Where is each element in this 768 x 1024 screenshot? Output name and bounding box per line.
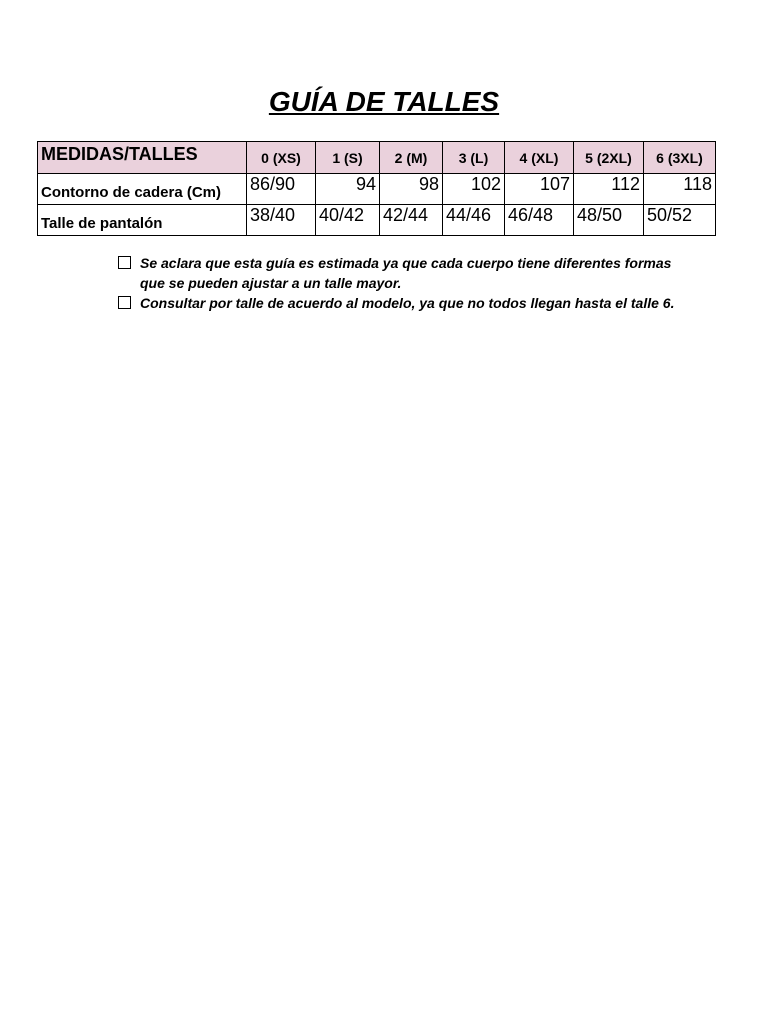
row-label-hip: Contorno de cadera (Cm) — [38, 174, 247, 205]
header-cell-size-5: 5 (2XL) — [574, 142, 644, 174]
header-cell-size-4: 4 (XL) — [505, 142, 574, 174]
list-item — [118, 293, 678, 313]
table-cell: 38/40 — [247, 205, 316, 236]
table-cell: 42/44 — [380, 205, 443, 236]
list-item — [118, 253, 678, 293]
header-cell-measures: MEDIDAS/TALLES — [38, 142, 247, 174]
header-cell-size-6: 6 (3XL) — [644, 142, 716, 174]
table-cell: 118 — [644, 174, 716, 205]
row-label-pants: Talle de pantalón — [38, 205, 247, 236]
table-cell: 46/48 — [505, 205, 574, 236]
table-cell: 94 — [316, 174, 380, 205]
size-guide-table — [37, 141, 716, 236]
header-cell-size-2: 2 (M) — [380, 142, 443, 174]
table-header-row — [38, 142, 716, 174]
checkbox-bullet-icon — [118, 256, 131, 269]
page-title: GUÍA DE TALLES — [268, 86, 500, 117]
table-cell: 44/46 — [443, 205, 505, 236]
table-cell: 112 — [574, 174, 644, 205]
table-cell: 86/90 — [247, 174, 316, 205]
header-cell-size-1: 1 (S) — [316, 142, 380, 174]
header-cell-size-0: 0 (XS) — [247, 142, 316, 174]
table-cell: 107 — [505, 174, 574, 205]
table-cell: 102 — [443, 174, 505, 205]
table-cell: 48/50 — [574, 205, 644, 236]
notes-list — [118, 253, 678, 313]
table-cell: 50/52 — [644, 205, 716, 236]
table-cell: 98 — [380, 174, 443, 205]
note-text: Consultar por talle de acuerdo al modelo, ya que no todos llegan hasta el talle 6. — [140, 295, 675, 311]
note-text: Se aclara que esta guía es estimada ya que cada cuerpo tiene diferentes formas que se pueden ajustar a un talle mayor. — [140, 255, 672, 291]
table-row — [38, 205, 716, 236]
header-cell-size-3: 3 (L) — [443, 142, 505, 174]
table-row — [38, 174, 716, 205]
table-cell: 40/42 — [316, 205, 380, 236]
checkbox-bullet-icon — [118, 296, 131, 309]
